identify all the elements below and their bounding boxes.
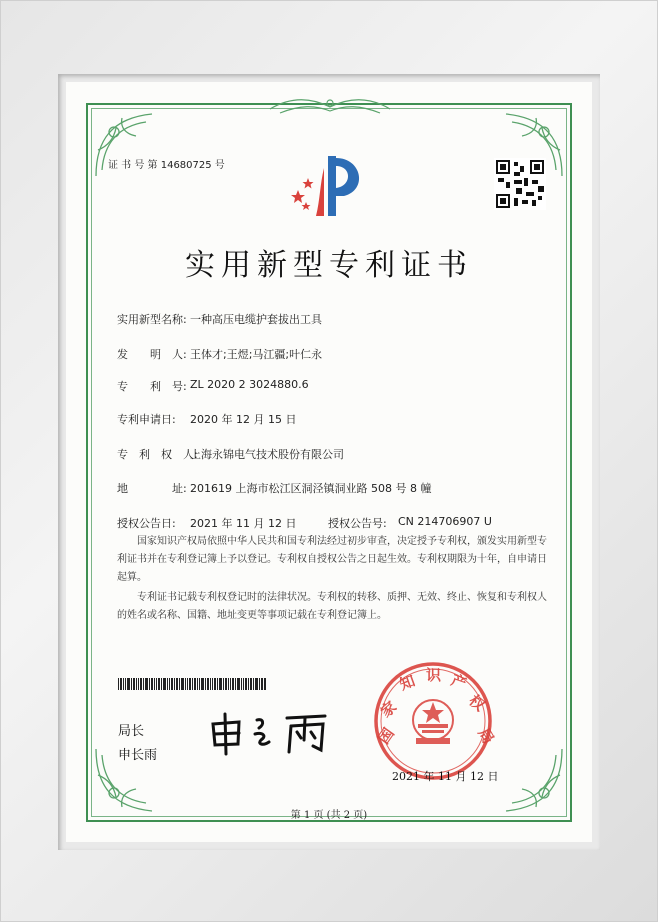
field-value-name: 一种高压电缆护套拔出工具 <box>190 313 322 326</box>
seal-date: 2021 年 11 月 12 日 <box>392 770 499 783</box>
field-label-address: 地 址: <box>117 482 187 495</box>
field-label-grant-date: 授权公告日: <box>117 517 176 530</box>
certificate-title: 实用新型专利证书 <box>185 248 473 283</box>
signer-name: 申长雨 <box>118 748 158 763</box>
handwritten-signature <box>205 710 335 755</box>
field-label-filing-date: 专利申请日: <box>117 413 176 426</box>
field-value-patentee: 上海永锦电气技术股份有限公司 <box>190 448 344 461</box>
official-seal-icon <box>372 660 498 782</box>
field-value-grant-date: 2021 年 11 月 12 日 <box>190 517 297 530</box>
svg-text:局: 局 <box>474 725 498 748</box>
barcode-icon <box>118 678 266 690</box>
page-number: 第 1 页 (共 2 页) <box>290 810 368 821</box>
svg-text:权: 权 <box>465 691 489 715</box>
svg-text:知: 知 <box>397 671 418 694</box>
svg-text:国: 国 <box>374 724 398 748</box>
field-value-inventor: 王体才;王煜;马江疆;叶仁永 <box>190 348 323 361</box>
certificate-number: 证 书 号 第 14680725 号 <box>108 160 225 171</box>
field-value-address: 201619 上海市松江区洞泾镇洞业路 508 号 8 幢 <box>190 482 432 495</box>
certificate-body <box>117 533 547 625</box>
svg-text:识: 识 <box>426 666 442 684</box>
field-label-announce-no: 授权公告号: <box>328 517 387 530</box>
field-value-announce-no: CN 214706907 U <box>398 515 492 528</box>
body-paragraph-2: 专利证书记载专利权登记时的法律状况。专利权的转移、质押、无效、终止、恢复和专利权人的姓名或名称、国籍、地址变更等事项记载在专利登记簿上。 <box>117 592 547 621</box>
qr-code-icon <box>494 158 546 210</box>
svg-text:产: 产 <box>448 670 469 693</box>
svg-text:家: 家 <box>377 697 401 722</box>
cnipa-logo-icon <box>284 150 374 222</box>
field-label-patent-no: 专 利 号: <box>117 380 187 393</box>
body-paragraph-1: 国家知识产权局依照中华人民共和国专利法经过初步审查，决定授予专利权，颁发实用新型专利证书并在专利登记簿上予以登记。专利权自授权公告之日起生效。专利权期限为十年，自申请日起算。 <box>117 536 547 583</box>
field-label-patentee: 专 利 权 人: <box>117 448 198 461</box>
field-value-filing-date: 2020 年 12 月 15 日 <box>190 413 297 426</box>
top-center-ornament <box>260 95 400 117</box>
corner-ornament-bottom-right <box>496 745 566 815</box>
field-label-inventor: 发 明 人: <box>117 348 187 361</box>
field-value-patent-no: ZL 2020 2 3024880.6 <box>190 378 309 391</box>
signer-role: 局长 <box>118 724 145 739</box>
field-label-name: 实用新型名称: <box>117 313 187 326</box>
